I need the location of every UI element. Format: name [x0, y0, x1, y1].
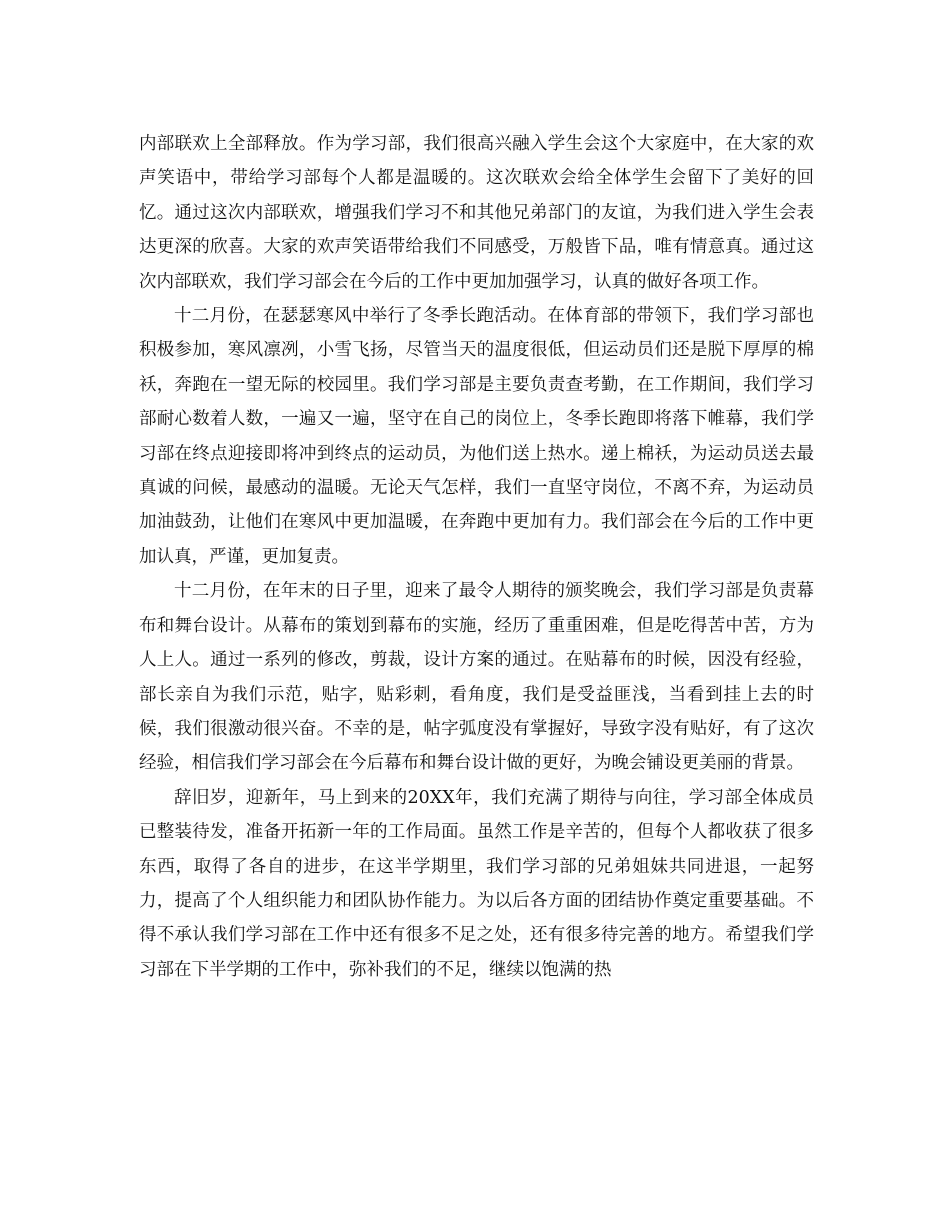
paragraph-winter-run: 十二月份，在瑟瑟寒风中举行了冬季长跑活动。在体育部的带领下，我们学习部也积极参加，寒风凛冽，小雪飞扬，尽管当天的温度很低，但运动员们还是脱下厚厚的棉袄，奔跑在一望无际的校园里。我们学习部是主要负责查考勤，在工作期间，我们学习部耐心数着人数，一遍又一遍，坚守在自己的岗位上，冬季长跑即将落下帷幕，我们学习部在终点迎接即将冲到终点的运动员，为他们送上热水。递上棉袄，为运动员送去最真诚的问候，最感动的温暖。无论天气怎样，我们一直坚守岗位，不离不弃，为运动员加油鼓劲，让他们在寒风中更加温暖，在奔跑中更加有力。我们部会在今后的工作中更加认真，严谨，更加复责。 [139, 306, 814, 567]
paragraph-new-year: 辞旧岁，迎新年，马上到来的20XX年，我们充满了期待与向往，学习部全体成员已整装待发，准备开拓新一年的工作局面。虽然工作是辛苦的，但每个人都收获了很多东西，取得了各自的进步，在这半学期里，我们学习部的兄弟姐妹共同进退，一起努力，提高了个人组织能力和团队协作能力。为以后各方面的团结协作奠定重要基础。不得不承认我们学习部在工作中还有很多不足之处，还有很多待完善的地方。希望我们学习部在下半学期的工作中，弥补我们的不足，继续以饱满的热 [139, 787, 814, 980]
document-body [139, 127, 814, 987]
paragraph-award-gala: 十二月份，在年末的日子里，迎来了最令人期待的颁奖晚会，我们学习部是负责幕布和舞台设计。从幕布的策划到幕布的实施，经历了重重困难，但是吃得苦中苦，方为人上人。通过一系列的修改，剪裁，设计方案的通过。在贴幕布的时候，因没有经验，部长亲自为我们示范，贴字，贴彩刺，看角度，我们是受益匪浅，当看到挂上去的时候，我们很激动很兴奋。不幸的是，帖字弧度没有掌握好，导致字没有贴好，有了这次经验，相信我们学习部会在今后幕布和舞台设计做的更好，为晚会铺设更美丽的背景。 [139, 581, 814, 774]
paragraph-continuation: 内部联欢上全部释放。作为学习部，我们很高兴融入学生会这个大家庭中，在大家的欢声笑语中，带给学习部每个人都是温暖的。这次联欢会给全体学生会留下了美好的回忆。通过这次内部联欢，增强我们学习不和其他兄弟部门的友谊，为我们进入学生会表达更深的欣喜。大家的欢声笑语带给我们不同感受，万般皆下品，唯有情意真。通过这次内部联欢，我们学习部会在今后的工作中更加加强学习，认真的做好各项工作。 [139, 134, 814, 292]
